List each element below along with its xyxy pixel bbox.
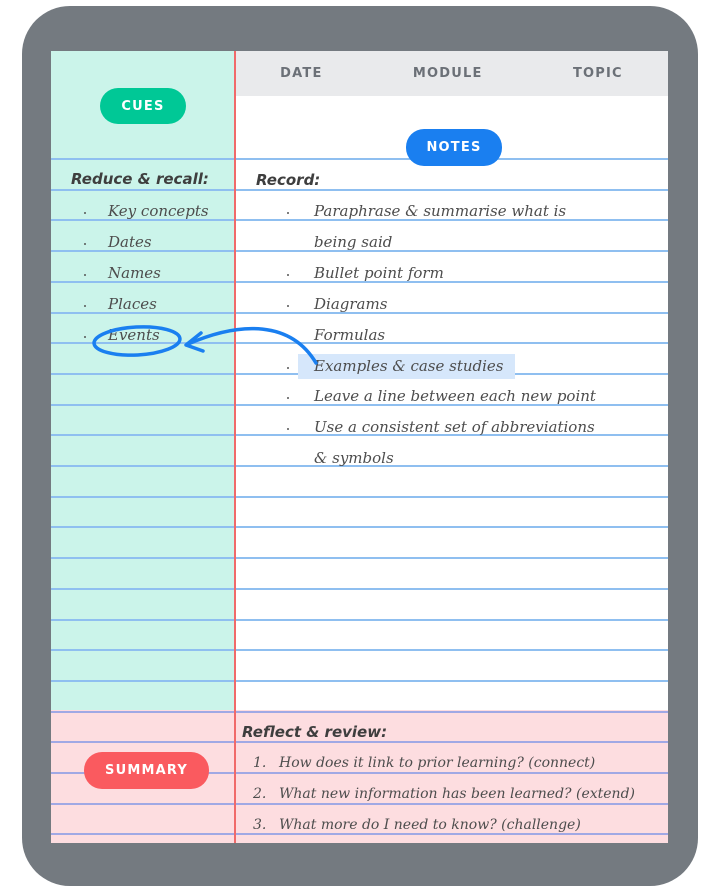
- annotation-arrow-icon: [51, 51, 668, 843]
- note-line: & symbols: [314, 449, 394, 467]
- note-line: being said: [314, 233, 393, 251]
- header-module: MODULE: [412, 66, 483, 81]
- summary-item-number: 2.: [253, 786, 267, 802]
- cue-item-events: Events: [108, 326, 160, 344]
- summary-item-number: 1.: [253, 755, 267, 771]
- note-line-highlighted: Examples & case studies: [314, 357, 504, 375]
- notes-badge: NOTES: [406, 129, 502, 166]
- summary-item: What new information has been learned? (extend): [279, 786, 635, 802]
- cue-item: Dates: [108, 233, 152, 251]
- cue-item: Places: [108, 295, 157, 313]
- header-topic: TOPIC: [572, 66, 623, 81]
- header-date: DATE: [280, 66, 323, 81]
- summary-heading: Reflect & review:: [242, 723, 388, 741]
- note-line: Leave a line between each new point: [314, 387, 596, 405]
- summary-item: How does it link to prior learning? (connect): [279, 755, 596, 771]
- note-line: Formulas: [314, 326, 386, 344]
- cornell-notes-page: [51, 51, 668, 843]
- summary-item: What more do I need to know? (challenge): [279, 817, 581, 833]
- note-line: Bullet point form: [314, 264, 444, 282]
- note-line: Paraphrase & summarise what is: [314, 202, 567, 220]
- cues-heading: Reduce & recall:: [71, 170, 209, 188]
- summary-badge: SUMMARY: [84, 752, 209, 789]
- summary-item-number: 3.: [253, 817, 267, 833]
- cues-badge: CUES: [100, 88, 186, 124]
- notes-heading: Record:: [256, 171, 321, 189]
- note-line: Diagrams: [314, 295, 388, 313]
- cue-item: Names: [108, 264, 161, 282]
- cue-item: Key concepts: [108, 202, 209, 220]
- note-line: Use a consistent set of abbreviations: [314, 418, 595, 436]
